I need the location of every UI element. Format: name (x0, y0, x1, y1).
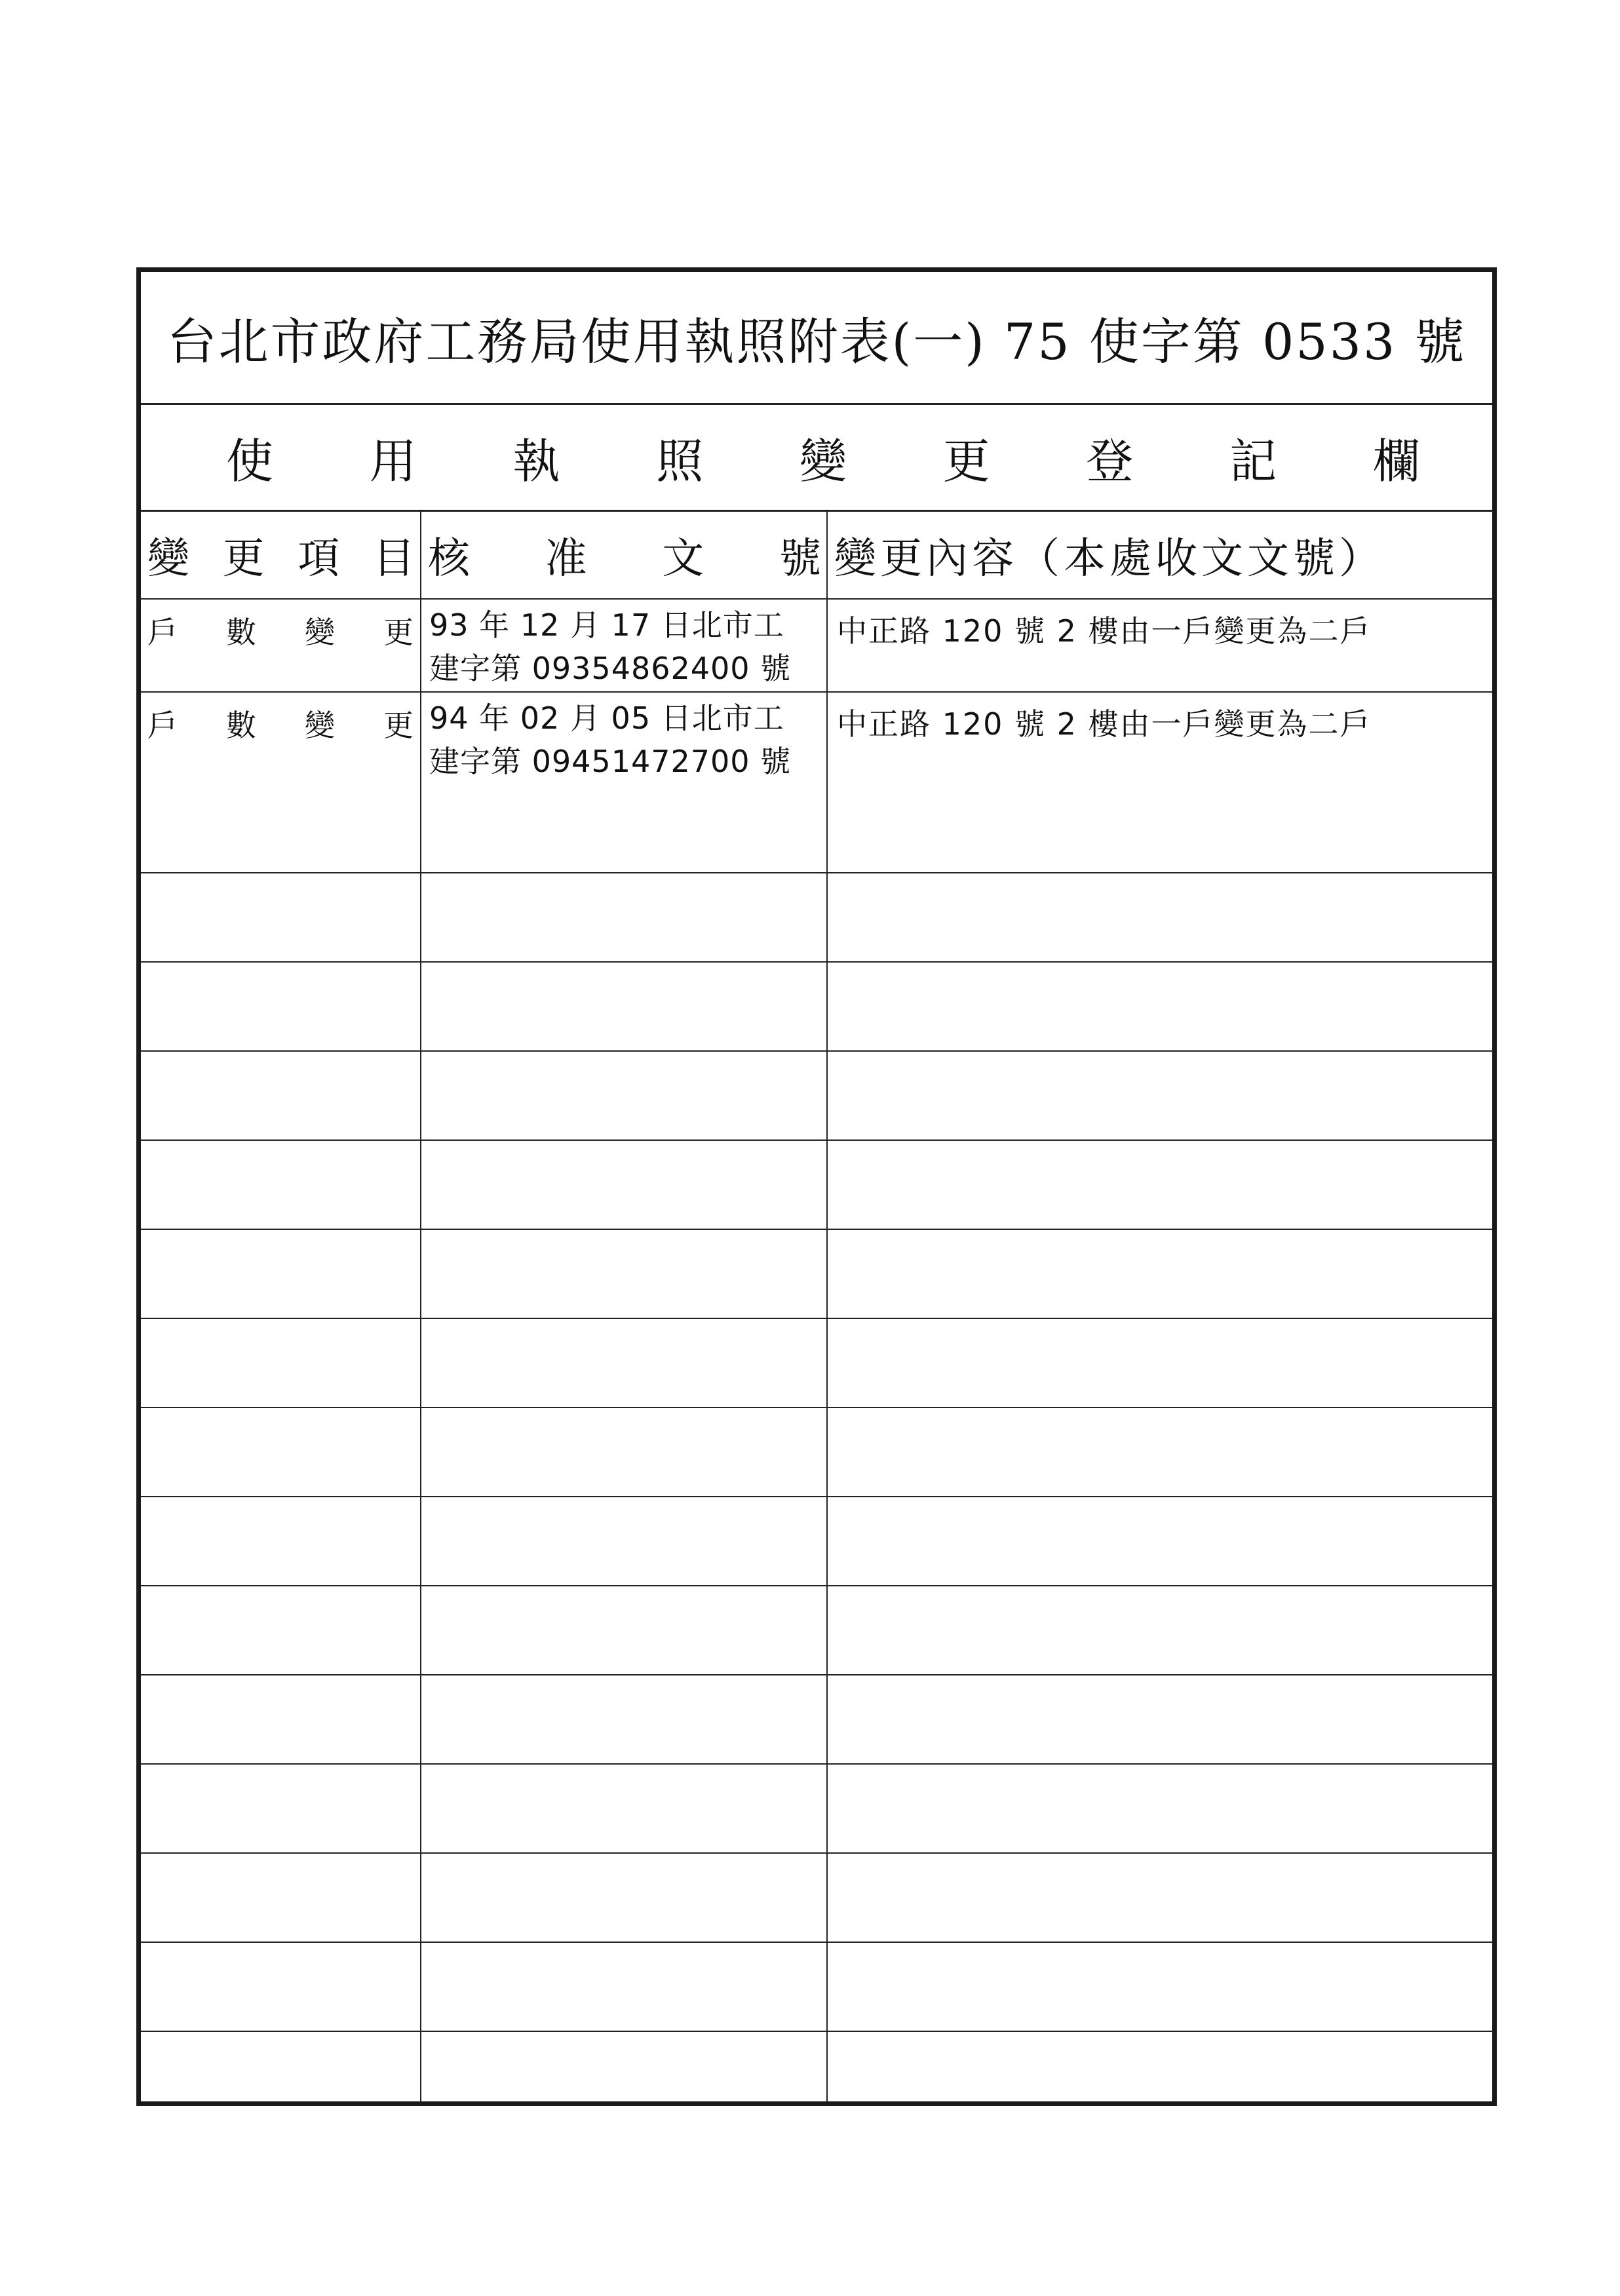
item-char: 戶 (147, 615, 178, 650)
cell-content (827, 873, 1492, 962)
cell-item (141, 1229, 421, 1318)
table-row (141, 692, 1492, 784)
banner-char: 使 (226, 434, 274, 489)
cell-approval (421, 784, 827, 873)
cell-item (141, 1051, 421, 1140)
cell-item (141, 599, 421, 692)
approval-line-2: 建字第 09451472700 號 (429, 744, 792, 779)
table-row (141, 599, 1492, 692)
cell-content (827, 599, 1492, 692)
blank-table-row (141, 1051, 1492, 1140)
cell-approval (421, 962, 827, 1051)
header-char: 核 (428, 535, 470, 583)
cell-approval (421, 2031, 827, 2106)
change-content: 中正路 120 號 2 樓由一戶變更為二戶 (837, 613, 1372, 649)
cell-content (827, 1318, 1492, 1407)
cell-content (827, 1942, 1492, 2031)
cell-approval (421, 1497, 827, 1586)
cell-content (827, 2031, 1492, 2106)
header-char: 目 (372, 535, 415, 583)
item-char: 數 (226, 615, 256, 650)
blank-table-row (141, 873, 1492, 962)
approval-line-1: 93 年 12 月 17 日北市工 (429, 607, 784, 643)
cell-item (141, 1764, 421, 1853)
cell-content (827, 784, 1492, 873)
cell-content (827, 692, 1492, 784)
cell-approval (421, 692, 827, 784)
cell-content (827, 1229, 1492, 1318)
blank-table-row (141, 1407, 1492, 1497)
header-char: 變 (147, 535, 189, 583)
header-item (141, 512, 421, 599)
cell-content (827, 1853, 1492, 1942)
cell-item (141, 1497, 421, 1586)
section-banner (141, 405, 1492, 512)
blank-rows (141, 784, 1492, 2106)
banner-char: 更 (942, 434, 990, 489)
header-char: 准 (545, 535, 587, 583)
cell-approval (421, 873, 827, 962)
header-approval-number (421, 512, 827, 599)
cell-item (141, 1140, 421, 1229)
blank-table-row (141, 784, 1492, 873)
cell-item (141, 1586, 421, 1675)
header-char: 文 (662, 535, 704, 583)
cell-item (141, 692, 421, 784)
cell-content (827, 962, 1492, 1051)
header-char: 更 (222, 535, 265, 583)
approval-line-2: 建字第 09354862400 號 (429, 651, 792, 686)
header-char: 項 (298, 535, 340, 583)
cell-item (141, 1853, 421, 1942)
cell-content (827, 1586, 1492, 1675)
banner-char: 欄 (1372, 434, 1420, 489)
header-change-content (827, 512, 1492, 599)
cell-item (141, 2031, 421, 2106)
cell-approval (421, 1318, 827, 1407)
cell-approval (421, 1675, 827, 1764)
cell-content (827, 1764, 1492, 1853)
cell-item (141, 784, 421, 873)
form-frame (136, 267, 1497, 2106)
blank-table-row (141, 1942, 1492, 2031)
cell-content (827, 1407, 1492, 1497)
item-char: 變 (305, 708, 335, 743)
item-char: 更 (383, 615, 414, 650)
item-char: 數 (226, 708, 256, 743)
blank-table-row (141, 1853, 1492, 1942)
cell-content (827, 1675, 1492, 1764)
cell-approval (421, 1942, 827, 2031)
cell-content (827, 1497, 1492, 1586)
cell-item (141, 1942, 421, 2031)
change-record-table (141, 512, 1492, 2106)
cell-item (141, 1407, 421, 1497)
item-char: 戶 (147, 708, 178, 743)
form-title: 台北市政府工務局使用執照附表(一) 75 使字第 0533 號 (141, 272, 1492, 405)
blank-table-row (141, 1318, 1492, 1407)
blank-table-row (141, 1764, 1492, 1853)
cell-approval (421, 1407, 827, 1497)
banner-char: 照 (656, 434, 704, 489)
banner-char: 用 (369, 434, 417, 489)
cell-approval (421, 1764, 827, 1853)
blank-table-row (141, 1140, 1492, 1229)
cell-item (141, 1318, 421, 1407)
cell-approval (421, 1229, 827, 1318)
table-header-row (141, 512, 1492, 599)
banner-char: 變 (799, 434, 847, 489)
header-char: 號 (779, 535, 821, 583)
blank-table-row (141, 962, 1492, 1051)
blank-table-row (141, 1229, 1492, 1318)
item-char: 變 (305, 615, 335, 650)
cell-approval (421, 599, 827, 692)
blank-table-row (141, 1675, 1492, 1764)
cell-approval (421, 1586, 827, 1675)
banner-char: 記 (1229, 434, 1277, 489)
cell-item (141, 1675, 421, 1764)
blank-table-row (141, 1586, 1492, 1675)
header-content-label: 變更內容（本處收文文號） (834, 535, 1385, 583)
blank-table-row (141, 1497, 1492, 1586)
cell-content (827, 1140, 1492, 1229)
cell-approval (421, 1853, 827, 1942)
cell-approval (421, 1051, 827, 1140)
cell-approval (421, 1140, 827, 1229)
cell-item (141, 873, 421, 962)
blank-table-row (141, 2031, 1492, 2106)
approval-line-1: 94 年 02 月 05 日北市工 (429, 700, 784, 736)
item-char: 更 (383, 708, 414, 743)
change-content: 中正路 120 號 2 樓由一戶變更為二戶 (837, 706, 1372, 742)
banner-char: 登 (1086, 434, 1134, 489)
cell-content (827, 1051, 1492, 1140)
banner-char: 執 (512, 434, 560, 489)
cell-item (141, 962, 421, 1051)
